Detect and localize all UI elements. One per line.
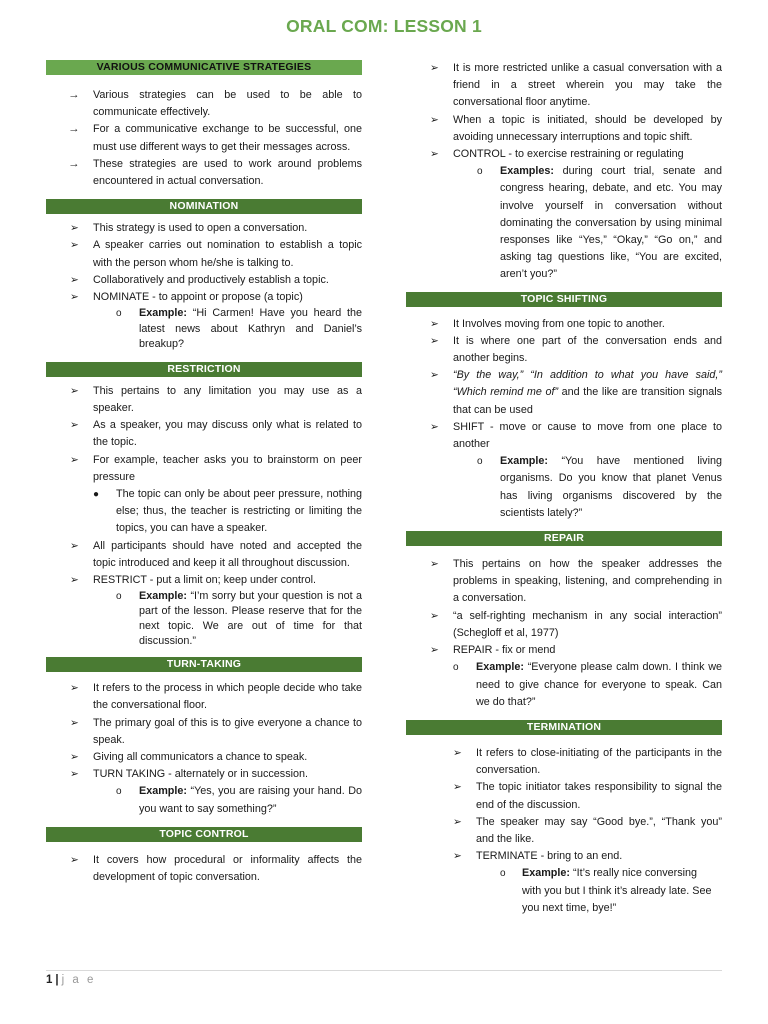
- list-item: ➢ This pertains to any limitation you may use as a speaker.: [70, 384, 362, 414]
- list-item: ➢ A speaker carries out nomination to establish a topic with the person whom he/she is talking to.: [70, 239, 362, 269]
- turn-taking-list: [46, 680, 362, 783]
- chevron-bullet-icon: ➢: [70, 539, 79, 552]
- section-header-turn-taking: TURN-TAKING: [46, 657, 362, 672]
- hollow-circle-bullet-icon: o: [477, 166, 483, 178]
- list-item: ➢ It refers to close-initiating of the participants in the conversation.: [453, 746, 722, 777]
- list-item: ➢ REPAIR - fix or mend: [406, 642, 722, 659]
- nomination-list: [46, 220, 362, 306]
- solid-dot-bullet-icon: ●: [93, 488, 100, 500]
- chevron-bullet-icon: ➢: [430, 609, 439, 622]
- chevron-bullet-icon: ➢: [70, 222, 79, 235]
- hollow-circle-bullet-icon: o: [116, 308, 122, 320]
- topic-shifting-example: o Example: “You have mentioned living organisms. Do you know that planet Venus has living organisms discovered by the scientists lately?”: [477, 455, 722, 519]
- list-item: ➢ The topic initiator takes responsibility to signal the end of the discussion.: [453, 781, 722, 811]
- list-item: ➢ It is where one part of the conversation ends and another begins.: [430, 334, 722, 365]
- chevron-bullet-icon: ➢: [70, 716, 79, 729]
- section-header-nomination: NOMINATION: [46, 199, 362, 214]
- restriction-list-2: [46, 538, 362, 590]
- footer-divider: [46, 970, 722, 971]
- chevron-bullet-icon: ➢: [453, 746, 462, 759]
- list-item: ➢ RESTRICT - put a limit on; keep under control.: [46, 572, 362, 589]
- topic-shifting-list: [406, 316, 722, 454]
- list-item: ➢ “By the way,” “In addition to what you have said,” “Which remind me of” and the like are transition signals that can be used: [430, 369, 722, 416]
- left-column: [46, 60, 362, 886]
- section-header-termination: TERMINATION: [406, 720, 722, 735]
- restriction-bullet: ● The topic can only be about peer pressure, nothing else; thus, the teacher is restricting or limiting the topics, you can have a speaker.: [93, 487, 362, 535]
- chevron-bullet-icon: ➢: [70, 750, 79, 763]
- footer-separator: |: [55, 974, 59, 986]
- page-title: ORAL COM: LESSON 1: [286, 16, 482, 36]
- chevron-bullet-icon: ➢: [70, 384, 79, 397]
- section-header-strategies: VARIOUS COMMUNICATIVE STRATEGIES: [46, 60, 362, 75]
- list-item: ➢ As a speaker, you may discuss only what is related to the topic.: [70, 419, 362, 449]
- list-item: ➢ It is more restricted unlike a casual conversation with a friend in a street wherein you may take the conversational floor anytime.: [430, 62, 722, 109]
- list-item: ➢ All participants should have noted and accepted the topic introduced and keep it all throughout discussion.: [70, 539, 362, 569]
- chevron-bullet-icon: ➢: [453, 781, 462, 794]
- list-item: ➢ SHIFT - move or cause to move from one place to another: [430, 420, 722, 451]
- chevron-bullet-icon: ➢: [453, 815, 462, 828]
- nomination-example: o Example: “Hi Carmen! Have you heard the latest news about Kathryn and Daniel’s breakup?: [116, 307, 362, 351]
- hollow-circle-bullet-icon: o: [453, 662, 459, 674]
- hollow-circle-bullet-icon: o: [500, 868, 506, 880]
- list-item: ➢ It Involves moving from one topic to another.: [406, 316, 722, 333]
- list-item: ➢ TERMINATE - bring to an end.: [406, 848, 722, 865]
- right-arrow-icon: →: [68, 89, 80, 101]
- repair-list: [406, 556, 722, 659]
- list-item: → These strategies are used to work around problems encountered in actual conversation.: [68, 157, 362, 188]
- termination-example: o Example: “It’s really nice conversing with you but I think it’s already late. See you next time, bye!”: [500, 867, 712, 914]
- topic-control-example: o Examples: during court trial, senate and congress hearing, debate, and etc. You may involve yourself in conversation without dominating the conversation by using minimal responses like “Yes,” “Okay,” “Go on,” and asking tag questions like, “You are excited, aren’t you?”: [477, 165, 723, 281]
- section-header-topic-control: TOPIC CONTROL: [46, 827, 362, 842]
- strategies-list: [46, 87, 362, 190]
- chevron-bullet-icon: ➢: [430, 420, 439, 433]
- page-footer: [46, 974, 96, 986]
- list-item: ➢ For example, teacher asks you to brainstorm on peer pressure: [70, 453, 362, 483]
- list-item: ➢ NOMINATE - to appoint or propose (a topic): [46, 289, 362, 306]
- list-item: → Various strategies can be used to be able to communicate effectively.: [68, 89, 362, 119]
- chevron-bullet-icon: ➢: [70, 682, 79, 695]
- list-item: ➢ When a topic is initiated, should be developed by avoiding unnecessary interruptions and topic shift.: [430, 113, 722, 143]
- chevron-bullet-icon: ➢: [430, 62, 439, 74]
- chevron-bullet-icon: ➢: [430, 334, 439, 347]
- chevron-bullet-icon: ➢: [70, 239, 79, 252]
- chevron-bullet-icon: ➢: [430, 644, 439, 657]
- chevron-bullet-icon: ➢: [70, 273, 79, 286]
- chevron-bullet-icon: ➢: [70, 453, 79, 466]
- chevron-bullet-icon: ➢: [453, 850, 462, 863]
- chevron-bullet-icon: ➢: [70, 419, 79, 432]
- footer-author: j a e: [61, 974, 96, 986]
- topic-control-list: [46, 852, 362, 886]
- list-item: ➢ Giving all communicators a chance to speak.: [46, 749, 362, 766]
- hollow-circle-bullet-icon: o: [116, 786, 122, 798]
- right-arrow-icon: →: [68, 123, 80, 136]
- chevron-bullet-icon: ➢: [430, 369, 439, 382]
- list-item: ➢ Collaboratively and productively establish a topic.: [46, 272, 362, 289]
- section-header-repair: REPAIR: [406, 531, 722, 546]
- list-item: ➢ The speaker may say “Good bye.”, “Thank you” and the like.: [453, 815, 722, 845]
- repair-example: o Example: “Everyone please calm down. I think we need to give chance for everyone to speak. Can we do that?”: [453, 661, 722, 708]
- chevron-bullet-icon: ➢: [70, 291, 79, 304]
- list-item: ➢ “a self-righting mechanism in any social interaction” (Schegloff et al, 1977): [430, 609, 722, 639]
- chevron-bullet-icon: ➢: [70, 768, 79, 781]
- page-number: 1: [46, 974, 53, 986]
- list-item: ➢ It refers to the process in which people decide who take the conversational floor.: [70, 682, 362, 712]
- chevron-bullet-icon: ➢: [430, 558, 439, 571]
- chevron-bullet-icon: ➢: [430, 113, 439, 126]
- list-item: ➢ TURN TAKING - alternately or in succession.: [46, 766, 362, 783]
- hollow-circle-bullet-icon: o: [116, 591, 122, 603]
- section-header-topic-shifting: TOPIC SHIFTING: [406, 292, 722, 307]
- restriction-example: o Example: “I’m sorry but your question is not a part of the lesson. Please reserve that for the next topic. We are out of time for that discussion.”: [116, 590, 362, 648]
- list-item: → For a communicative exchange to be successful, one must use different ways to get their messages across.: [68, 123, 362, 153]
- chevron-bullet-icon: ➢: [430, 317, 439, 330]
- chevron-bullet-icon: ➢: [70, 573, 79, 586]
- topic-control-list-continued: [406, 60, 722, 163]
- chevron-bullet-icon: ➢: [70, 853, 79, 866]
- termination-list: [406, 745, 722, 865]
- list-item: ➢ It covers how procedural or informality affects the development of topic conversation.: [70, 853, 362, 883]
- right-column: [406, 60, 722, 917]
- restriction-list: [46, 383, 362, 486]
- turn-taking-example: o Example: “Yes, you are raising your hand. Do you want to say something?”: [116, 785, 362, 815]
- hollow-circle-bullet-icon: o: [477, 456, 483, 468]
- section-header-restriction: RESTRICTION: [46, 362, 362, 377]
- chevron-bullet-icon: ➢: [430, 148, 439, 161]
- list-item: ➢ CONTROL - to exercise restraining or regulating: [406, 146, 722, 163]
- list-item: ➢ This pertains on how the speaker addresses the problems in speaking, listening, and comprehending in a conversation.: [430, 558, 722, 605]
- list-item: ➢ The primary goal of this is to give everyone a chance to speak.: [70, 716, 362, 746]
- list-item: ➢ This strategy is used to open a conversation.: [46, 220, 362, 237]
- right-arrow-icon: →: [68, 157, 80, 170]
